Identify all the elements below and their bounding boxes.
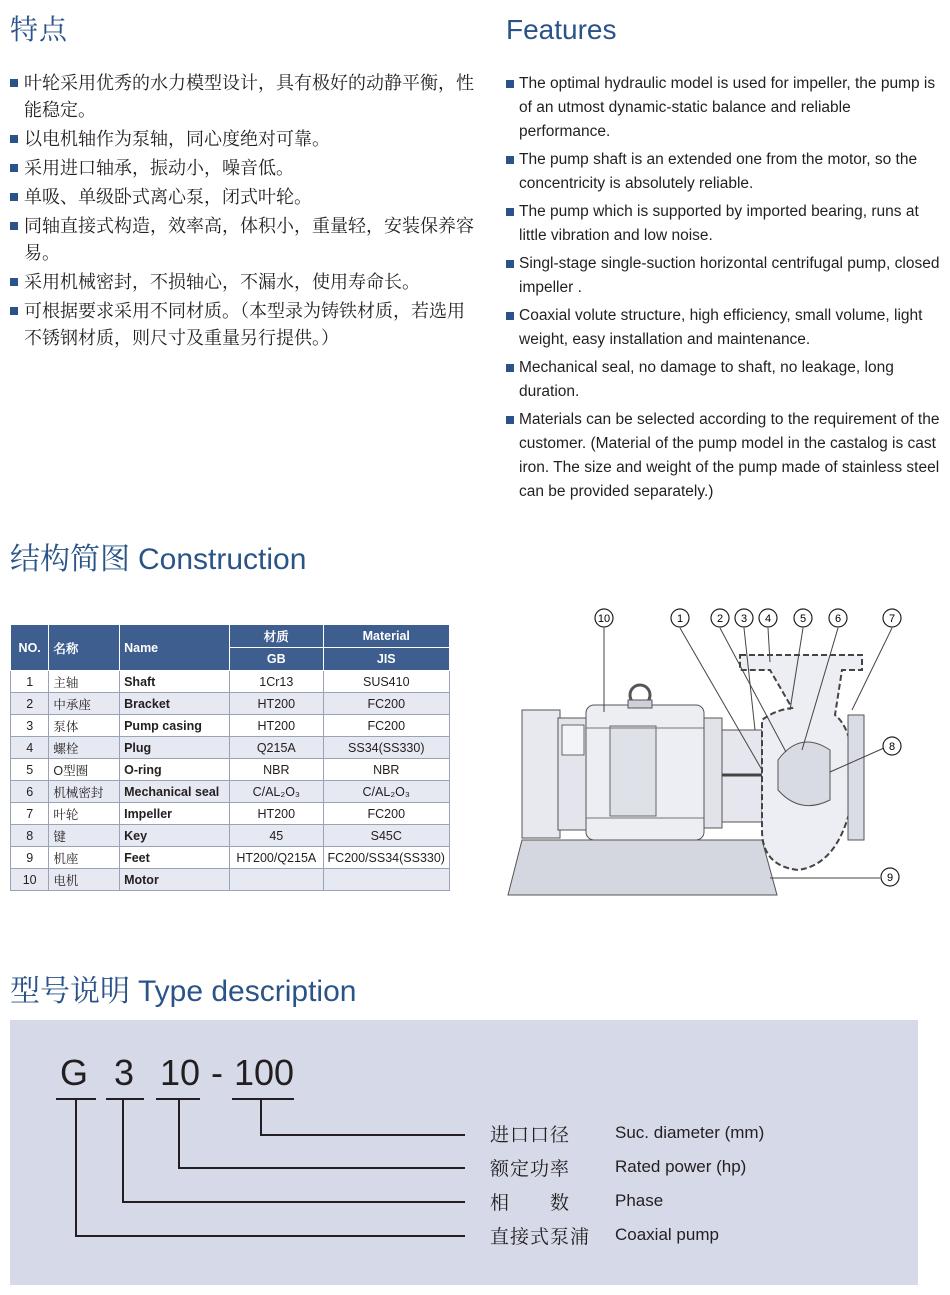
- cell-name-en: Feet: [120, 847, 230, 869]
- cell-jis: FC200: [323, 715, 449, 737]
- header-name-en: Name: [120, 625, 230, 671]
- feature-item-en: Coaxial volute structure, high efficiency, small volume, light weight, easy installation and maintenance.: [506, 304, 942, 352]
- bullet-icon: [506, 416, 514, 424]
- type-title-cn: 型号说明: [10, 974, 130, 1009]
- bullet-icon: [506, 208, 514, 216]
- type-connector-lines: [10, 1020, 918, 1285]
- feature-item-cn: 单吸、单级卧式离心泵，闭式叶轮。: [10, 184, 480, 211]
- table-row: [11, 847, 450, 869]
- bullet-icon: [506, 156, 514, 164]
- legend-en-coaxial: Coaxial pump: [615, 1225, 719, 1244]
- table-header-row: [11, 625, 450, 648]
- base-plate: [508, 840, 777, 895]
- table-row: [11, 759, 450, 781]
- cell-name-en: Plug: [120, 737, 230, 759]
- callout-label: 8: [888, 741, 896, 753]
- cell-name-cn: 机座: [49, 847, 120, 869]
- cell-no: 2: [11, 693, 49, 715]
- cell-name-en: Shaft: [120, 671, 230, 693]
- table-row: [11, 693, 450, 715]
- table-row: [11, 737, 450, 759]
- cell-name-en: Key: [120, 825, 230, 847]
- legend-cn-phase: 相 数: [490, 1192, 571, 1214]
- cell-gb: 45: [230, 825, 323, 847]
- legend-en-phase: Phase: [615, 1191, 664, 1210]
- callout-label: 4: [764, 613, 772, 625]
- bullet-icon: [506, 260, 514, 268]
- bullet-icon: [10, 307, 18, 315]
- feature-item-cn: 可根据要求采用不同材质。（本型录为铸铁材质，若选用不锈钢材质，则尺寸及重量另行提供。）: [10, 298, 480, 352]
- cell-gb: HT200: [230, 693, 323, 715]
- code-series: G: [60, 1052, 89, 1093]
- cell-gb: HT200/Q215A: [230, 847, 323, 869]
- cell-jis: FC200: [323, 693, 449, 715]
- callout-label: 5: [799, 613, 807, 625]
- construction-title-en: Construction: [138, 543, 307, 576]
- construction-title: [10, 534, 306, 578]
- callout-2: [711, 609, 729, 627]
- cell-name-cn: 中承座: [49, 693, 120, 715]
- cell-no: 3: [11, 715, 49, 737]
- cell-name-en: Impeller: [120, 803, 230, 825]
- bullet-icon: [10, 193, 18, 201]
- cell-gb: Q215A: [230, 737, 323, 759]
- cell-no: 5: [11, 759, 49, 781]
- callout-label: 9: [886, 872, 894, 884]
- header-no: NO.: [11, 625, 49, 671]
- feature-item-en: Mechanical seal, no damage to shaft, no leakage, long duration.: [506, 356, 942, 404]
- cell-name-en: Bracket: [120, 693, 230, 715]
- header-material-cn: 材质: [230, 625, 323, 648]
- callout-8: [883, 737, 901, 755]
- cell-jis: C/AL₂O₃: [323, 781, 449, 803]
- features-title-en: Features: [506, 14, 617, 45]
- construction-title-cn: 结构简图: [10, 542, 130, 577]
- cell-name-cn: 螺栓: [49, 737, 120, 759]
- callout-7: [883, 609, 901, 627]
- cell-jis: SS34(SS330): [323, 737, 449, 759]
- cell-gb: HT200: [230, 803, 323, 825]
- features-list-cn: [10, 70, 480, 354]
- bullet-icon: [10, 222, 18, 230]
- bullet-icon: [506, 364, 514, 372]
- table-row: [11, 869, 450, 891]
- cell-jis: NBR: [323, 759, 449, 781]
- type-title-en: Type description: [138, 975, 357, 1008]
- cell-name-cn: 机械密封: [49, 781, 120, 803]
- features-list-en: [506, 72, 942, 508]
- feature-item-cn: 采用机械密封，不损轴心，不漏水，使用寿命长。: [10, 269, 480, 296]
- feature-item-en: Materials can be selected according to the requirement of the customer. (Material of the pump model in the castalog is cast iron. The size and weight of the pump made of stainless steel can be provided separately.): [506, 408, 942, 504]
- bullet-icon: [10, 79, 18, 87]
- legend-cn-power: 额定功率: [490, 1158, 571, 1180]
- cell-jis: SUS410: [323, 671, 449, 693]
- parts-table: [10, 624, 450, 891]
- feature-item-en: The pump which is supported by imported bearing, runs at little vibration and low noise.: [506, 200, 942, 248]
- feature-item-en: The optimal hydraulic model is used for impeller, the pump is of an utmost dynamic-static balance and reliable performance.: [506, 72, 942, 144]
- cell-gb: HT200: [230, 715, 323, 737]
- callout-label: 1: [676, 613, 684, 625]
- feature-item-cn: 同轴直接式构造，效率高，体积小，重量轻，安装保养容易。: [10, 213, 480, 267]
- callout-4: [759, 609, 777, 627]
- callout-label: 6: [834, 613, 842, 625]
- callout-6: [829, 609, 847, 627]
- callout-label: 10: [597, 613, 611, 625]
- table-row: [11, 715, 450, 737]
- cell-gb: NBR: [230, 759, 323, 781]
- cell-jis: FC200/SS34(SS330): [323, 847, 449, 869]
- feature-item-cn: 叶轮采用优秀的水力模型设计，具有极好的动静平衡，性能稳定。: [10, 70, 480, 124]
- legend-en-power: Rated power (hp): [615, 1157, 747, 1176]
- cell-jis: [323, 869, 449, 891]
- cell-name-en: Mechanical seal: [120, 781, 230, 803]
- callout-label: 7: [888, 613, 896, 625]
- callout-3: [735, 609, 753, 627]
- feature-item-en: The pump shaft is an extended one from the motor, so the concentricity is absolutely reliable.: [506, 148, 942, 196]
- cell-name-cn: 泵体: [49, 715, 120, 737]
- bullet-icon: [506, 312, 514, 320]
- cell-gb: 1Cr13: [230, 671, 323, 693]
- bullet-icon: [10, 278, 18, 286]
- callout-9: [881, 868, 899, 886]
- pump-construction-diagram: [500, 600, 920, 900]
- type-description-box: [10, 1020, 918, 1285]
- feature-item-cn: 以电机轴作为泵轴，同心度绝对可靠。: [10, 126, 480, 153]
- bullet-icon: [506, 80, 514, 88]
- table-row: [11, 781, 450, 803]
- cell-gb: C/AL₂O₃: [230, 781, 323, 803]
- feature-item-cn: 采用进口轴承，振动小，噪音低。: [10, 155, 480, 182]
- cell-no: 10: [11, 869, 49, 891]
- cell-name-cn: O型圈: [49, 759, 120, 781]
- legend-cn-diameter: 进口口径: [490, 1124, 571, 1146]
- code-dash: -: [211, 1052, 223, 1093]
- legend-en-diameter: Suc. diameter (mm): [615, 1123, 765, 1142]
- callout-5: [794, 609, 812, 627]
- cell-name-cn: 主轴: [49, 671, 120, 693]
- cell-name-en: Pump casing: [120, 715, 230, 737]
- code-phase: 3: [114, 1052, 135, 1093]
- bullet-icon: [10, 164, 18, 172]
- parts-table-body: [11, 671, 450, 891]
- table-row: [11, 803, 450, 825]
- table-row: [11, 825, 450, 847]
- header-name-cn: 名称: [49, 625, 120, 671]
- cell-no: 6: [11, 781, 49, 803]
- cell-no: 9: [11, 847, 49, 869]
- cell-no: 7: [11, 803, 49, 825]
- cell-gb: [230, 869, 323, 891]
- callout-10: [595, 609, 613, 627]
- cell-name-cn: 叶轮: [49, 803, 120, 825]
- legend-cn-coaxial: 直接式泵浦: [490, 1226, 591, 1248]
- code-power: 10: [160, 1052, 201, 1093]
- callout-1: [671, 609, 689, 627]
- header-material-en: Material: [323, 625, 449, 648]
- features-title-cn: 特点: [10, 13, 69, 46]
- callout-label: 3: [740, 613, 748, 625]
- header-gb: GB: [230, 648, 323, 671]
- cell-name-en: O-ring: [120, 759, 230, 781]
- cell-no: 8: [11, 825, 49, 847]
- bullet-icon: [10, 135, 18, 143]
- cell-no: 1: [11, 671, 49, 693]
- motor-body: [522, 685, 722, 840]
- cell-name-cn: 电机: [49, 869, 120, 891]
- callout-label: 2: [716, 613, 724, 625]
- cell-name-en: Motor: [120, 869, 230, 891]
- type-title: [10, 966, 356, 1010]
- cell-name-cn: 键: [49, 825, 120, 847]
- table-row: [11, 671, 450, 693]
- feature-item-en: Singl-stage single-suction horizontal centrifugal pump, closed impeller .: [506, 252, 942, 300]
- code-diameter: 100: [234, 1052, 295, 1093]
- header-jis: JIS: [323, 648, 449, 671]
- cell-jis: FC200: [323, 803, 449, 825]
- cell-no: 4: [11, 737, 49, 759]
- cell-jis: S45C: [323, 825, 449, 847]
